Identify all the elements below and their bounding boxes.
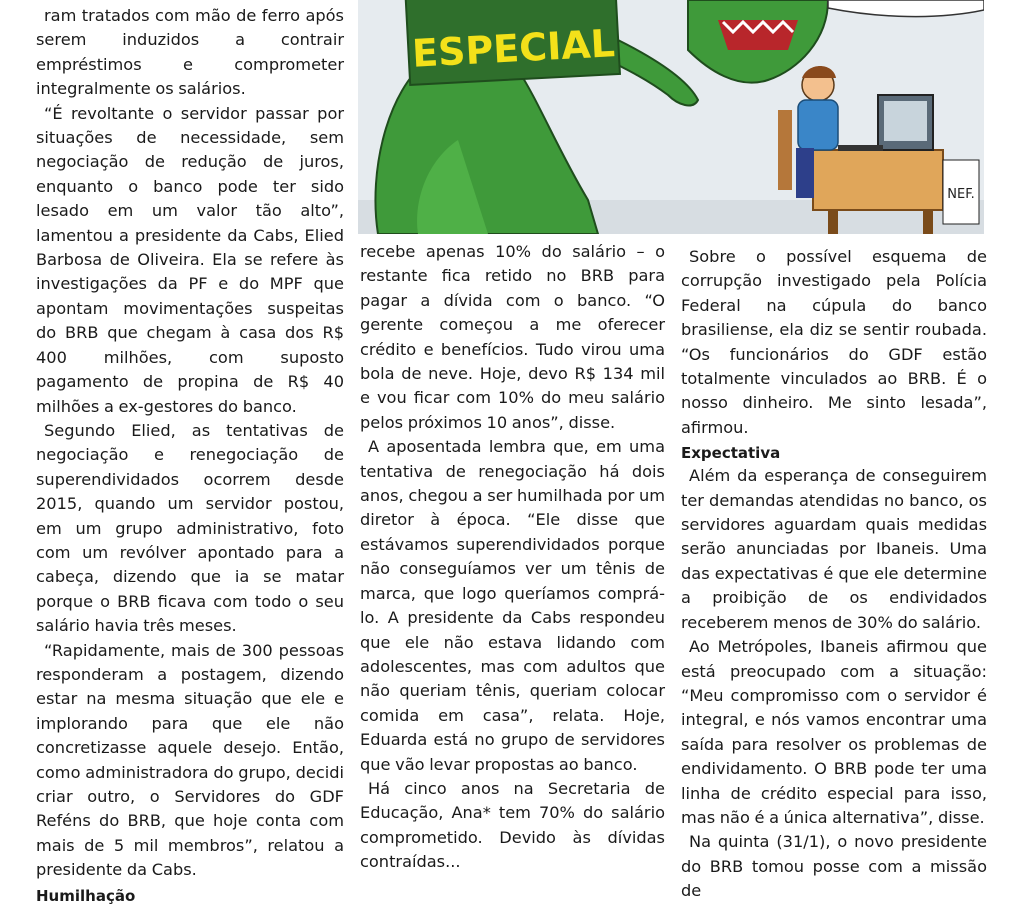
article-column-2	[360, 240, 665, 875]
cartoon-drawing	[358, 0, 984, 234]
paragraph: Há cinco anos na Secretaria de Educação, Ana* tem 70% do salário comprometido. Devido às dívidas contraídas...	[360, 778, 665, 872]
paragraph: recebe apenas 10% do salário – o restante fica retido no BRB para pagar a dívida com o banco. “O gerente começou a me oferecer crédito e benefícios. Tudo virou uma bola de neve. Hoje, devo R$ 134 mil e vou ficar com 10% do meu salário pelos próximos 10 anos”, disse.	[360, 242, 665, 432]
paragraph: Ao Metrópoles, Ibaneis afirmou que está preocupado com a situação: “Meu compromisso com o servidor é integral, e nós vamos encontrar uma saída para resolver os problemas de endividamento. O BRB pode ter uma linha de crédito especial para isso, mas não é a única alternativa”, disse.	[681, 637, 987, 827]
subheading-humilhacao: Humilhação	[36, 886, 136, 905]
cartoon-signature: NEF.	[947, 187, 975, 202]
paragraph: “Rapidamente, mais de 300 pessoas responderam a postagem, dizendo estar na mesma situação que ele e implorando para que ele não concretizasse aquele desejo. Então, como administradora do grupo, decidi criar outro, o Servidores do GDF Reféns do BRB, que hoje conta com mais de 5 mil membros”, relatou a presidente da Cabs.	[36, 640, 344, 880]
paragraph: Na quinta (31/1), o novo presidente do BRB tomou posse com a missão de	[681, 832, 987, 901]
paragraph: A aposentada lembra que, em uma tentativa de renegociação há dois anos, chegou a ser humilhada por um diretor à época. “Ele disse que estávamos superendividados porque não conseguíamos ver um tênis de marca, que logo queríamos comprá-lo. A presidente da Cabs respondeu que ele não estava lidando com adolescentes, mas com adultos que não queriam tênis, queriam colocar comida em casa”, relata. Hoje, Eduarda está no grupo de servidores que vão levar propostas ao banco.	[360, 437, 665, 774]
paragraph: “É revoltante o servidor passar por situações de necessidade, sem negociação de redução de juros, enquanto o banco pode ter sido lesado em um valor tão alto”, lamentou a presidente da Cabs, Elied Barbosa de Oliveira. Ela se refere às investigações da PF e do MPF que apontam movimentações suspeitas do BRB que chegam à casa dos R$ 400 milhões, com suposto pagamento de propina de R$ 40 milhões a ex-gestores do banco.	[36, 103, 344, 416]
paragraph: Além da esperança de conseguirem ter demandas atendidas no banco, os servidores aguardam quais medidas serão anunciadas por Ibaneis. Uma das expectativas é que ele determine a proibição de os endividados receberem menos de 30% do salário.	[681, 466, 987, 632]
article-column-3	[681, 245, 987, 904]
sign-text: ESPECIAL	[411, 21, 616, 76]
cartoon-illustration	[358, 0, 984, 234]
article-column-1	[36, 4, 344, 907]
paragraph: ram tratados com mão de ferro após serem induzidos a contrair empréstimos e comprometer integralmente os salários.	[36, 6, 344, 99]
paragraph: Segundo Elied, as tentativas de negociação e renegociação de superendividados ocorrem desde 2015, quando um servidor postou, em um grupo administrativo, foto com um revólver apontado para a cabeça, dizendo que ia se matar porque o BRB ficava com todo o seu salário havia três meses.	[36, 420, 344, 636]
subheading-expectativa: Expectativa	[681, 444, 781, 463]
paragraph: Sobre o possível esquema de corrupção investigado pela Polícia Federal na cúpula do banco brasiliense, ela diz se sentir roubada. “Os funcionários do GDF estão totalmente vinculados ao BRB. É o nosso dinheiro. Me sinto lesada”, afirmou.	[681, 247, 987, 437]
